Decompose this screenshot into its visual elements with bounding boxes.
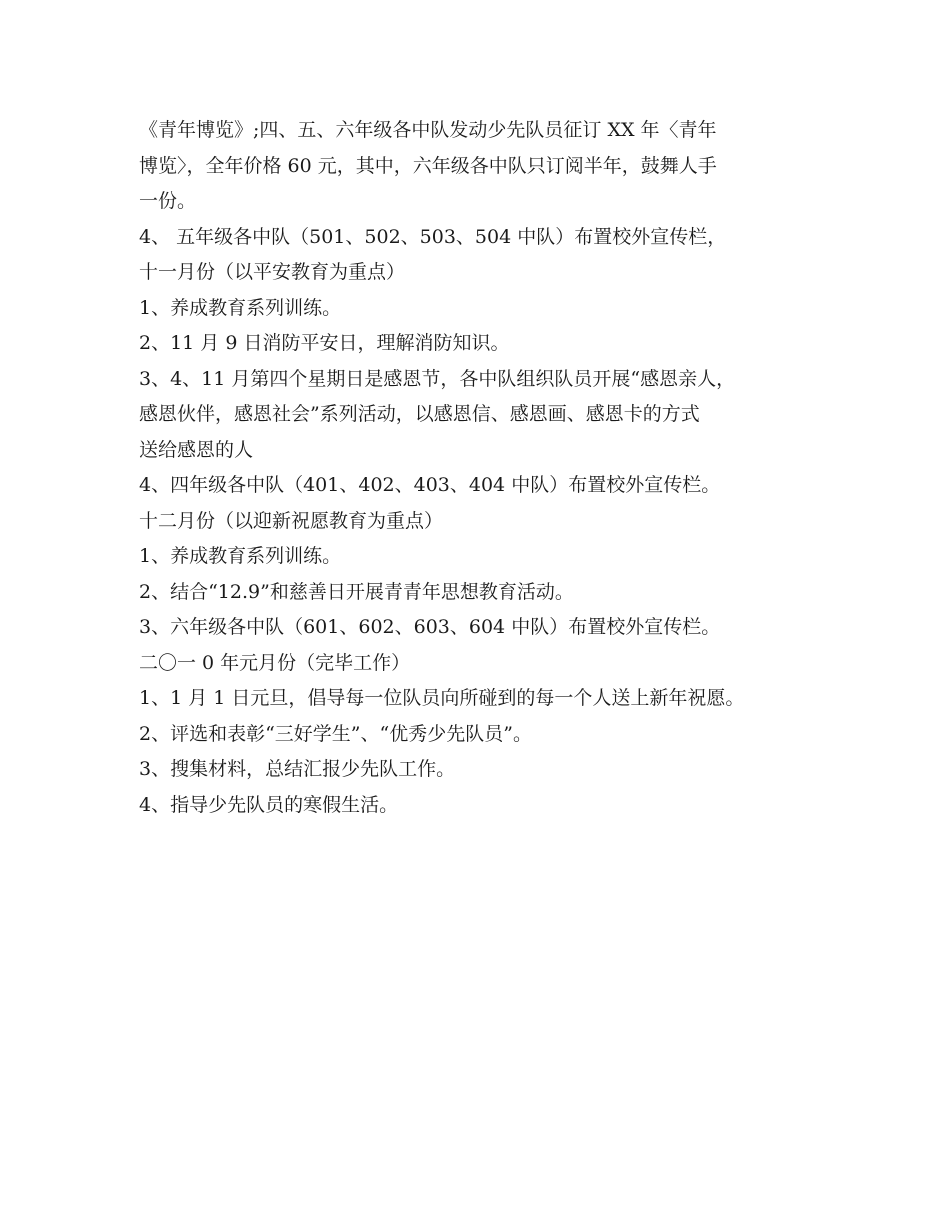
text-line: 博览〉，全年价格 60 元，其中，六年级各中队只订阅半年，鼓舞人手 — [139, 154, 717, 177]
text-line: 《青年博览》;四、五、六年级各中队发动少先队员征订 XX 年〈青年 — [139, 119, 717, 141]
text-line: 1、养成教育系列训练。 — [139, 296, 342, 319]
section-heading: 十一月份（以平安教育为重点） — [139, 261, 406, 283]
text-line: 感恩伙伴，感恩社会”系列活动，以感恩信、感恩画、感恩卡的方式 — [139, 403, 700, 425]
text-line: 3、六年级各中队（601、602、603、604 中队）布置校外宣传栏。 — [139, 616, 721, 638]
text-line: 2、结合“12.9”和慈善日开展青青年思想教育活动。 — [139, 580, 574, 603]
text-line: 1、1 月 1 日元旦，倡导每一位队员向所碰到的每一个人送上新年祝愿。 — [139, 687, 745, 709]
text-line: 4、指导少先队员的寒假生活。 — [139, 793, 399, 816]
document-body — [139, 113, 819, 823]
section-heading: 二〇一 0 年元月份（完毕工作） — [139, 651, 411, 674]
text-line: 送给感恩的人 — [139, 438, 254, 461]
text-line: 4、四年级各中队（401、402、403、404 中队）布置校外宣传栏。 — [139, 474, 721, 496]
text-line: 3、搜集材料，总结汇报少先队工作。 — [139, 758, 456, 780]
text-line: 2、评选和表彰“三好学生”、“优秀少先队员”。 — [139, 722, 532, 745]
section-heading: 十二月份（以迎新祝愿教育为重点） — [139, 509, 444, 532]
text-line: 3、4、11 月第四个星期日是感恩节，各中队组织队员开展“感恩亲人， — [139, 367, 736, 390]
text-line: 一份。 — [139, 190, 197, 212]
text-line: 1、养成教育系列训练。 — [139, 545, 342, 567]
text-line: 2、11 月 9 日消防平安日，理解消防知识。 — [139, 332, 510, 354]
text-line: 4、 五年级各中队（501、502、503、504 中队）布置校外宣传栏， — [139, 225, 727, 248]
